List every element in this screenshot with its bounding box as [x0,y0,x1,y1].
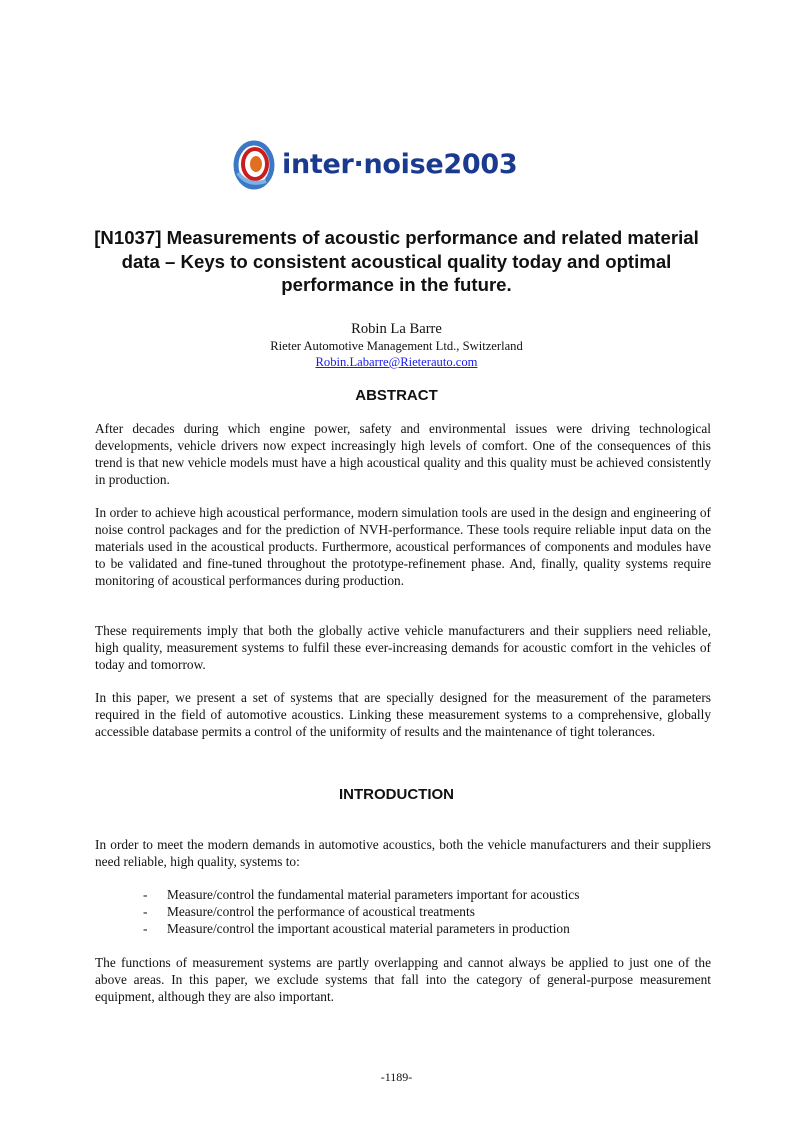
introduction-bullet-list [143,886,711,937]
introduction-paragraph: In order to meet the modern demands in automotive acoustics, both the vehicle manufacturers and their suppliers need reliable, high quality, systems to: [95,837,711,869]
abstract-paragraph-4: In this paper, we present a set of systems that are specially designed for the measurement of the parameters required in the field of automotive acoustics. Linking these measurement systems to a comprehensive, globally accessible database permits a control of the uniformity of results and the maintenance of tight tolerances. [95,690,711,739]
abstract-heading: ABSTRACT [355,387,438,404]
introduction-heading: INTRODUCTION [339,786,454,803]
abstract-paragraph-2: In order to achieve high acoustical performance, modern simulation tools are used in the design and engineering of noise control packages and for the prediction of NVH-performance. These tools require reliable input data on the materials used in the acoustical products. Furthermore, acoustical performances of components and modules have to be validated and fine-tuned throughout the prototype-refinement phase. And, finally, quality systems require monitoring of acoustical performances during production. [95,505,711,588]
list-item: - Measure/control the fundamental material parameters important for acoustics [143,886,711,903]
conference-logo [232,137,532,193]
abstract-paragraph-3: These requirements imply that both the globally active vehicle manufacturers and their suppliers need reliable, high quality, measurement systems to fulfil these ever-increasing demands for acoustic comfort in the vehicles of today and tomorrow. [95,623,711,672]
page-number: -1189- [380,1070,413,1084]
logo-wordmark: inter·noise2003 [282,149,518,180]
list-item: - Measure/control the important acoustical material parameters in production [143,920,711,937]
author-name: Robin La Barre [351,321,442,337]
author-email-link[interactable]: Robin.Labarre@Rieterauto.com [315,355,478,369]
paper-title: [N1037] Measurements of acoustic performance and related material data – Keys to consistent acoustical quality today and optimal performance in the future. [94,227,699,295]
author-affiliation: Rieter Automotive Management Ltd., Switzerland [270,339,523,353]
swirl-logo-icon [232,137,280,193]
introduction-closing-paragraph: The functions of measurement systems are partly overlapping and cannot always be applied to just one of the above areas. In this paper, we exclude systems that fall into the category of general-purpose measurement equipment, although they are also important. [95,955,711,1004]
abstract-paragraph-1: After decades during which engine power, safety and environmental issues were driving technological developments, vehicle drivers now expect increasingly high levels of comfort. One of the consequences of this trend is that new vehicle models must have a high acoustical quality and this quality must be achieved consistently in production. [95,421,711,487]
author-block [90,320,703,370]
list-item: - Measure/control the performance of acoustical treatments [143,903,711,920]
